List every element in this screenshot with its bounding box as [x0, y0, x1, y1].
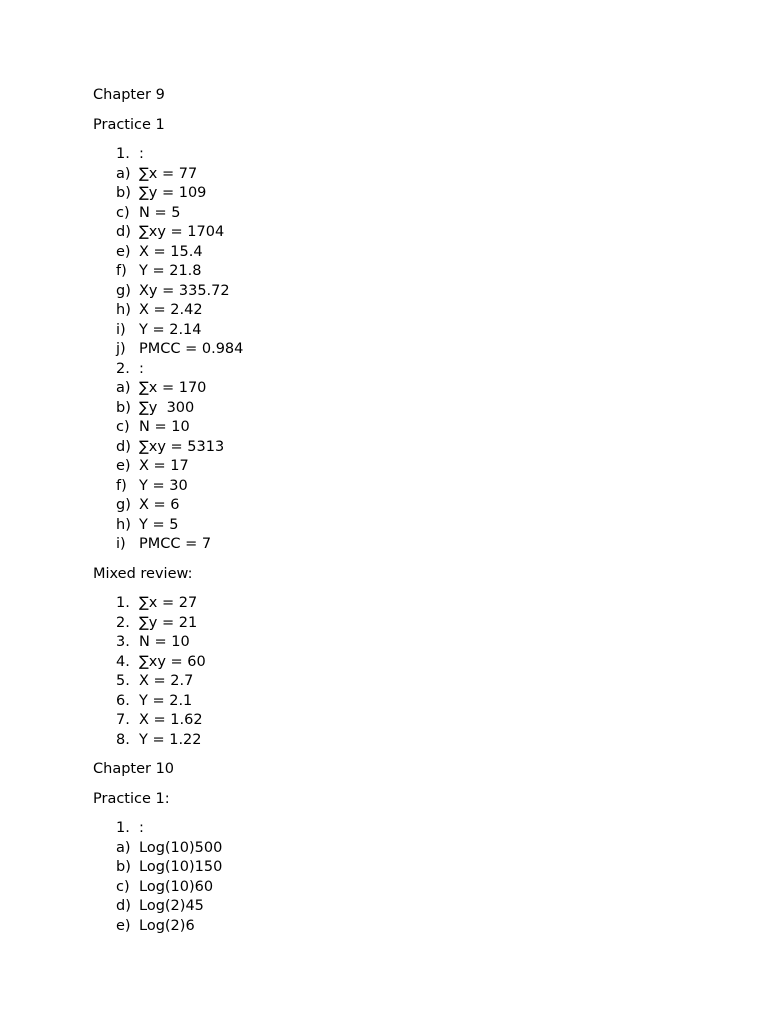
mixed-review-list — [93, 594, 713, 750]
list-item — [93, 692, 713, 712]
list-item — [93, 282, 713, 302]
chapter-10-practice-1-list — [93, 819, 713, 936]
list-item — [93, 204, 713, 224]
list-item-marker: b) — [116, 399, 131, 416]
list-item-marker: f) — [116, 477, 127, 494]
list-item — [93, 819, 713, 839]
list-item — [93, 262, 713, 282]
list-item — [93, 438, 713, 458]
list-item-marker: a) — [116, 839, 131, 856]
list-item-text: Log(10)60 — [139, 878, 214, 895]
list-item-text: Y = 2.14 — [139, 321, 202, 338]
list-item-marker: 3. — [116, 634, 130, 650]
list-item-marker: g) — [116, 282, 131, 299]
list-item-marker: 5. — [116, 673, 130, 689]
list-item — [93, 301, 713, 321]
list-item-marker: h) — [116, 516, 131, 533]
list-item — [93, 731, 713, 751]
chapter-9-heading: Chapter 9 — [93, 87, 165, 103]
list-item-marker: b) — [116, 859, 131, 875]
list-item-text: ∑x = 27 — [139, 595, 198, 611]
list-item-text: X = 2.7 — [139, 673, 194, 689]
list-item-text: X = 2.42 — [139, 302, 203, 318]
list-item-text: Xy = 335.72 — [139, 282, 230, 299]
list-item — [93, 360, 713, 380]
list-item-marker: f) — [116, 263, 127, 279]
chapter-9-practice-1-list — [93, 145, 713, 555]
list-item-marker: h) — [116, 302, 131, 318]
list-item-text: N = 10 — [139, 419, 190, 435]
list-item-marker: c) — [116, 878, 130, 895]
list-item-text: N = 5 — [139, 204, 181, 221]
list-item-marker: g) — [116, 497, 131, 513]
list-item-marker: c) — [116, 204, 130, 221]
list-item — [93, 839, 713, 859]
list-item-text: Y = 30 — [139, 477, 188, 494]
list-item — [93, 516, 713, 536]
list-item — [93, 858, 713, 878]
list-item-text: PMCC = 7 — [139, 536, 212, 552]
list-item-marker: i) — [116, 536, 126, 552]
list-item-text: ∑xy = 60 — [139, 653, 206, 670]
list-item — [93, 614, 713, 634]
list-item-marker: 1. — [116, 820, 130, 836]
list-item-marker: a) — [116, 380, 131, 396]
list-item-marker: e) — [116, 458, 131, 474]
list-item-marker: 6. — [116, 692, 130, 709]
list-item — [93, 653, 713, 673]
list-item-marker: 2. — [116, 360, 130, 377]
list-item-text: ∑y 300 — [139, 399, 195, 416]
list-item-marker: e) — [116, 243, 131, 260]
list-item-marker: 4. — [116, 653, 130, 670]
list-item-marker: d) — [116, 898, 131, 914]
list-item — [93, 535, 713, 555]
list-item-text: X = 17 — [139, 458, 189, 474]
list-item-text: Y = 1.22 — [139, 731, 202, 748]
list-item-text: X = 15.4 — [139, 243, 203, 260]
list-item — [93, 711, 713, 731]
list-item-text: X = 1.62 — [139, 712, 203, 728]
list-item-text: Log(2)6 — [139, 917, 195, 934]
list-item-marker: 2. — [116, 614, 130, 631]
list-item — [93, 223, 713, 243]
list-item-text: Log(10)150 — [139, 859, 223, 875]
list-item-text: ∑xy = 1704 — [139, 224, 225, 240]
list-item — [93, 496, 713, 516]
list-item — [93, 145, 713, 165]
list-item-marker: j) — [116, 341, 126, 357]
list-item — [93, 594, 713, 614]
list-item — [93, 243, 713, 263]
list-item-marker: c) — [116, 419, 130, 435]
list-item-text: ∑y = 109 — [139, 185, 207, 201]
list-item-text: Y = 5 — [139, 516, 179, 533]
list-item-text: PMCC = 0.984 — [139, 341, 244, 357]
list-item-marker: a) — [116, 165, 131, 182]
list-item-text: ∑x = 170 — [139, 380, 207, 396]
chapter-10-heading: Chapter 10 — [93, 761, 175, 777]
list-item — [93, 184, 713, 204]
list-item-text: N = 10 — [139, 634, 190, 650]
list-item-text: X = 6 — [139, 497, 180, 513]
list-item-text: ∑y = 21 — [139, 614, 198, 631]
list-item-text: ∑x = 77 — [139, 165, 198, 182]
list-item-text: : — [139, 820, 144, 836]
list-item-marker: b) — [116, 185, 131, 201]
list-item-text: ∑xy = 5313 — [139, 438, 225, 455]
list-item — [93, 340, 713, 360]
list-item-text: Y = 21.8 — [139, 263, 202, 279]
list-item-text: Log(10)500 — [139, 839, 223, 856]
list-item-marker: 1. — [116, 146, 130, 162]
list-item-marker: d) — [116, 438, 131, 455]
list-item — [93, 321, 713, 341]
list-item-text: Log(2)45 — [139, 898, 204, 914]
list-item — [93, 457, 713, 477]
chapter-9-practice-1-heading: Practice 1 — [93, 116, 165, 133]
list-item-marker: 1. — [116, 595, 130, 611]
list-item-text: : — [139, 360, 144, 377]
list-item — [93, 633, 713, 653]
mixed-review-heading: Mixed review: — [93, 565, 193, 582]
list-item-marker: d) — [116, 224, 131, 240]
list-item — [93, 399, 713, 419]
list-item-text: Y = 2.1 — [139, 692, 193, 709]
list-item-marker: 7. — [116, 712, 130, 728]
list-item — [93, 917, 713, 937]
list-item-marker: 8. — [116, 731, 130, 748]
list-item — [93, 672, 713, 692]
list-item — [93, 897, 713, 917]
list-item-marker: i) — [116, 321, 126, 338]
list-item-text: : — [139, 146, 144, 162]
list-item — [93, 165, 713, 185]
chapter-10-practice-1-heading: Practice 1: — [93, 790, 170, 807]
list-item — [93, 379, 713, 399]
document-page — [93, 86, 713, 946]
list-item — [93, 477, 713, 497]
list-item-marker: e) — [116, 917, 131, 934]
list-item — [93, 418, 713, 438]
list-item — [93, 878, 713, 898]
